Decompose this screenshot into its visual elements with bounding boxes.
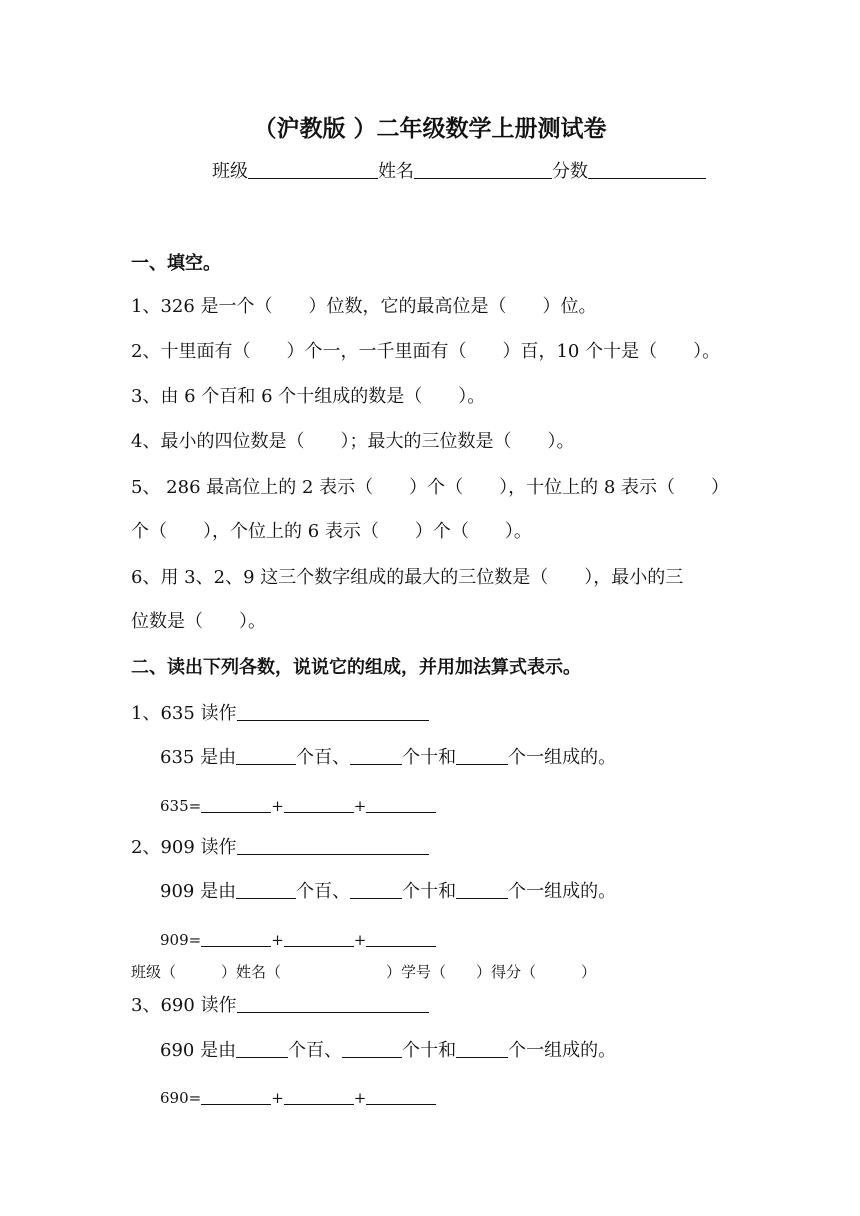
sum-blank[interactable] bbox=[201, 794, 271, 813]
student-info-line bbox=[212, 160, 706, 184]
ones-blank[interactable] bbox=[456, 880, 508, 899]
compose-text: 个一组成的。 bbox=[508, 1040, 617, 1061]
read-line-635 bbox=[131, 702, 429, 726]
page-title: （沪教版 ）二年级数学上册测试卷 bbox=[253, 116, 607, 142]
question-6-line-2: 位数是（ ）。 bbox=[131, 611, 266, 632]
section-2-heading: 二、读出下列各数，说说它的组成，并用加法算式表示。 bbox=[131, 657, 581, 678]
hundreds-blank[interactable] bbox=[236, 746, 296, 765]
name-label: 姓名 bbox=[378, 161, 414, 182]
read-blank[interactable] bbox=[237, 836, 429, 855]
compose-text: 个百、 bbox=[288, 1040, 343, 1061]
plus-sign: + bbox=[353, 1089, 367, 1107]
compose-text: 个十和 bbox=[402, 1040, 457, 1061]
sum-label: 909= bbox=[160, 931, 202, 949]
compose-text: 个十和 bbox=[402, 881, 457, 902]
compose-text: 个一组成的。 bbox=[508, 881, 617, 902]
sum-line-909 bbox=[160, 928, 436, 952]
compose-text: 909 是由 bbox=[160, 881, 237, 902]
read-line-909 bbox=[131, 836, 429, 860]
sum-blank[interactable] bbox=[366, 1086, 436, 1105]
ones-blank[interactable] bbox=[456, 746, 508, 765]
question-2: 2、十里面有（ ）个一，一千里面有（ ）百，10 个十是（ ）。 bbox=[131, 341, 721, 362]
compose-line-690 bbox=[160, 1039, 616, 1063]
sum-blank[interactable] bbox=[284, 1086, 354, 1105]
question-6-line-1: 6、用 3、2、9 这三个数字组成的最大的三位数是（ ），最小的三 bbox=[131, 567, 684, 588]
question-5-line-2: 个（ ），个位上的 6 表示（ ）个（ ）。 bbox=[131, 521, 532, 542]
sum-label: 635= bbox=[160, 797, 202, 815]
sum-blank[interactable] bbox=[201, 928, 271, 947]
question-1: 1、326 是一个（ ）位数，它的最高位是（ ）位。 bbox=[131, 296, 597, 317]
class-label: 班级 bbox=[212, 161, 248, 182]
compose-line-635 bbox=[160, 746, 616, 770]
tens-blank[interactable] bbox=[350, 746, 402, 765]
read-line-690 bbox=[131, 994, 429, 1018]
tens-blank[interactable] bbox=[350, 880, 402, 899]
compose-text: 个十和 bbox=[402, 747, 457, 768]
plus-sign: + bbox=[271, 1089, 284, 1107]
read-label: 3、690 读作 bbox=[131, 995, 237, 1016]
sum-line-635 bbox=[160, 794, 436, 818]
question-3: 3、由 6 个百和 6 个十组成的数是（ ）。 bbox=[131, 386, 486, 407]
score-label: 分数 bbox=[552, 161, 588, 182]
compose-line-909 bbox=[160, 880, 616, 904]
sum-line-690 bbox=[160, 1086, 436, 1110]
plus-sign: + bbox=[353, 797, 367, 815]
sum-blank[interactable] bbox=[201, 1086, 271, 1105]
sum-blank[interactable] bbox=[284, 928, 354, 947]
section-1-heading: 一、填空。 bbox=[131, 253, 221, 274]
compose-text: 个一组成的。 bbox=[508, 747, 617, 768]
tens-blank[interactable] bbox=[342, 1039, 402, 1058]
compose-text: 690 是由 bbox=[160, 1040, 237, 1061]
plus-sign: + bbox=[353, 931, 367, 949]
sum-blank[interactable] bbox=[366, 928, 436, 947]
hundreds-blank[interactable] bbox=[236, 880, 296, 899]
read-blank[interactable] bbox=[237, 702, 429, 721]
name-blank[interactable] bbox=[414, 160, 552, 179]
question-5-line-1: 5、 286 最高位上的 2 表示（ ）个（ ），十位上的 8 表示（ ） bbox=[131, 477, 730, 498]
sum-label: 690= bbox=[160, 1089, 202, 1107]
hundreds-blank[interactable] bbox=[236, 1039, 288, 1058]
plus-sign: + bbox=[271, 797, 284, 815]
question-4: 4、最小的四位数是（ ）；最大的三位数是（ ）。 bbox=[131, 431, 575, 452]
class-blank[interactable] bbox=[248, 160, 378, 179]
score-blank[interactable] bbox=[588, 160, 706, 179]
plus-sign: + bbox=[271, 931, 284, 949]
compose-text: 个百、 bbox=[296, 747, 351, 768]
ones-blank[interactable] bbox=[456, 1039, 508, 1058]
read-blank[interactable] bbox=[237, 994, 429, 1013]
sum-blank[interactable] bbox=[284, 794, 354, 813]
compose-text: 635 是由 bbox=[160, 747, 237, 768]
footer-info-line: 班级（ ）姓名（ ）学号（ ）得分（ ） bbox=[131, 963, 597, 981]
read-label: 2、909 读作 bbox=[131, 837, 237, 858]
compose-text: 个百、 bbox=[296, 881, 351, 902]
sum-blank[interactable] bbox=[366, 794, 436, 813]
read-label: 1、635 读作 bbox=[131, 703, 237, 724]
